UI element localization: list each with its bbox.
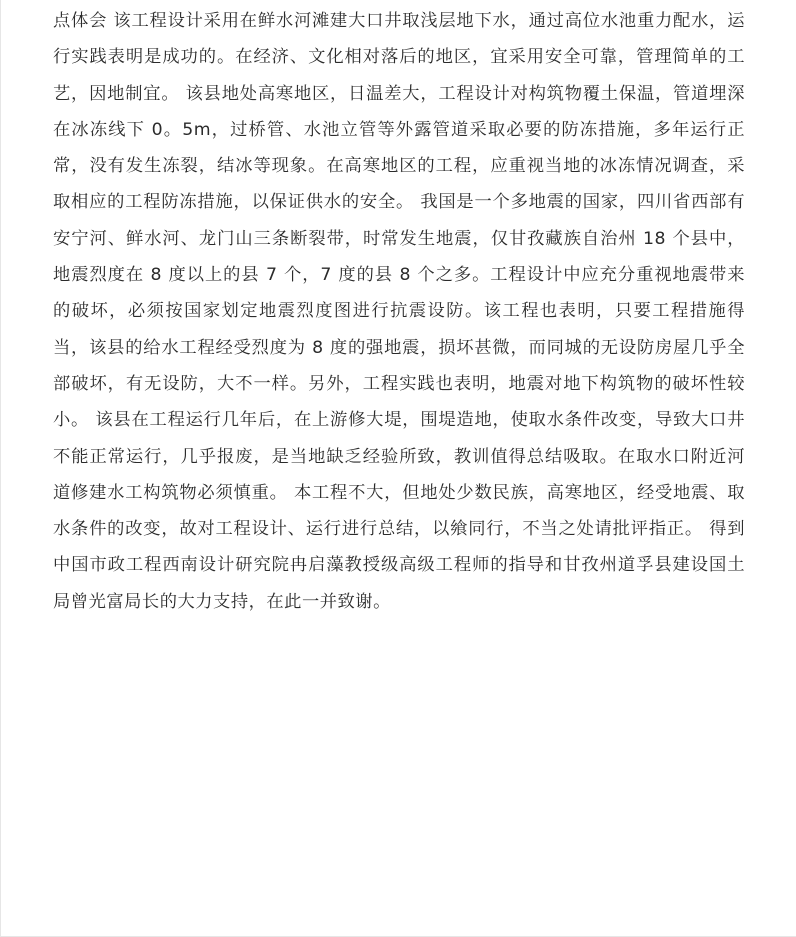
body-paragraph: 点体会 该工程设计采用在鲜水河滩建大口井取浅层地下水，通过高位水池重力配水，运行实践表明是成功的。在经济、文化相对落后的地区，宜采用安全可靠，管理简单的工艺，因地制宜。 该县地处高寒地区，日温差大，工程设计对构筑物覆土保温，管道埋深在冰冻线下 0。5m，过桥管、水池立管等外露管道采取必要的防冻措施，多年运行正常，没有发生冻裂，结冰等现象。在高寒地区的工程，应重视当地的冰冻情况调查，采取相应的工程防冻措施，以保证供水的安全。 我国是一个多地震的国家，四川省西部有安宁河、鲜水河、龙门山三条断裂带，时常发生地震，仅甘孜藏族自治州 18 个县中，地震烈度在 8 度以上的县 7 个，7 度的县 8 个之多。工程设计中应充分重视地震带来的破坏，必须按国家划定地震烈度图进行抗震设防。该工程也表明，只要工程措施得当，该县的给水工程经受烈度为 8 度的强地震，损坏甚微，而同城的无设防房屋几乎全部破坏，有无设防，大不一样。另外，工程实践也表明，地震对地下构筑物的破坏性较小。 该县在工程运行几年后，在上游修大堤，围堤造地，使取水条件改变，导致大口井不能正常运行，几乎报废，是当地缺乏经验所致，教训值得总结吸取。在取水口附近河道修建水工构筑物必须慎重。 本工程不大，但地处少数民族，高寒地区，经受地震、取水条件的改变，故对工程设计、运行进行总结，以飨同行，不当之处请批评指正。 得到中国市政工程西南设计研究院冉启藻教授级高级工程师的指导和甘孜州道孚县建设国土局曾光富局长的大力支持，在此一并致谢。 <box>53 11 745 612</box>
